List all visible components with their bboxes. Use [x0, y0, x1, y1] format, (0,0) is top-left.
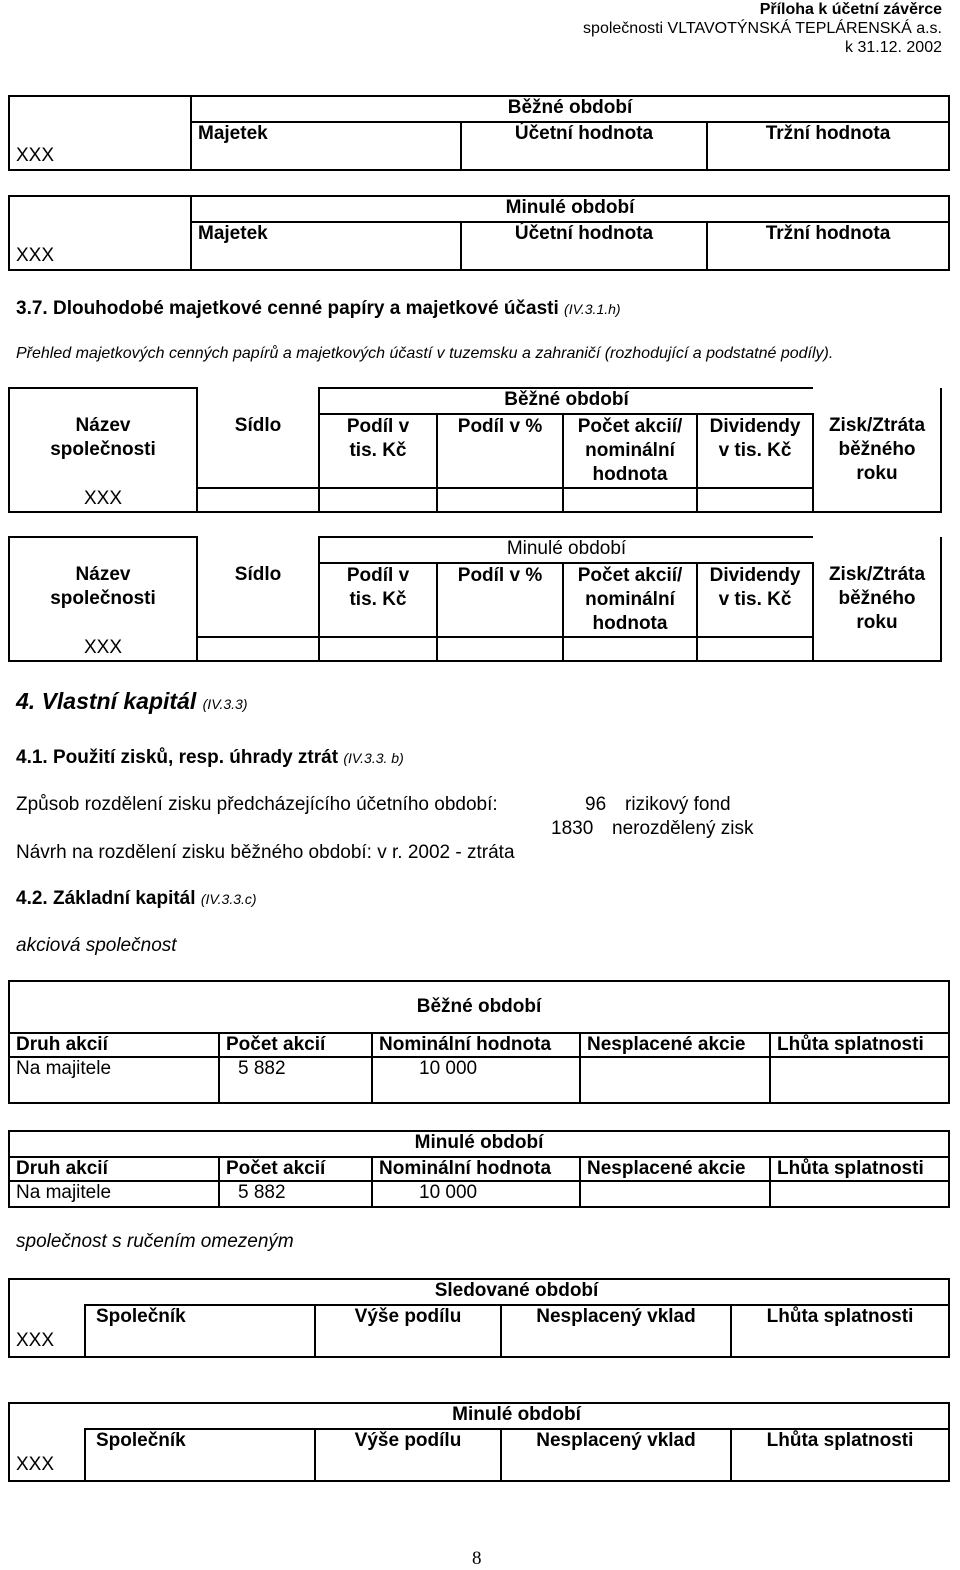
- shares-table-current: [8, 980, 950, 1104]
- table-cell: [319, 637, 437, 661]
- col-header: Lhůta splatnosti: [731, 1429, 949, 1481]
- col-header: Společník: [85, 1305, 315, 1357]
- col-header: Lhůta splatnosti: [770, 1157, 949, 1181]
- header-title: Příloha k účetní závěrce: [759, 1, 942, 18]
- table-cell: 10 000: [372, 1057, 580, 1103]
- col-header: Nesplacené akcie: [580, 1033, 770, 1057]
- table-cell: [697, 488, 813, 512]
- col-header: Nominální hodnota: [372, 1157, 580, 1181]
- col-header: Lhůta splatnosti: [770, 1033, 949, 1057]
- section-heading: 4.2. Základní kapitál (IV.3.3.c): [16, 888, 257, 909]
- col-header: Podíl v %: [437, 563, 563, 637]
- profit-line-item: nerozdělený zisk: [612, 818, 754, 839]
- period-title: Běžné období: [191, 96, 949, 122]
- table-cell: [813, 637, 941, 661]
- assets-table-previous: [8, 195, 950, 271]
- col-header: Lhůta splatnosti: [731, 1305, 949, 1357]
- table-cell: [580, 1057, 770, 1103]
- table-cell: [813, 488, 941, 512]
- col-header: Počet akcií/ nominální hodnota: [563, 563, 697, 637]
- table-cell: [197, 537, 319, 563]
- table-cell: 10 000: [372, 1181, 580, 1207]
- col-header: Sídlo: [197, 414, 319, 488]
- partners-table-previous: [8, 1402, 950, 1482]
- col-header: Účetní hodnota: [461, 122, 707, 170]
- assets-table-current: [8, 95, 950, 171]
- table-cell: XXX: [9, 637, 197, 661]
- section-heading: 4. Vlastní kapitál (IV.3.3): [16, 688, 248, 714]
- period-title: Běžné období: [9, 981, 949, 1033]
- table-cell: [197, 637, 319, 661]
- table-cell: [319, 488, 437, 512]
- col-header: Nominální hodnota: [372, 1033, 580, 1057]
- profit-line-label: Způsob rozdělení zisku předcházejícího účetního období:: [16, 794, 498, 815]
- col-header: Tržní hodnota: [707, 122, 949, 170]
- period-title: Minulé období: [85, 1403, 949, 1429]
- col-header: Název společnosti: [9, 563, 197, 637]
- subsection-title: společnost s ručením omezeným: [16, 1231, 294, 1252]
- table-cell: [770, 1057, 949, 1103]
- table-cell: [813, 388, 941, 414]
- col-header: Zisk/Ztráta běžného roku: [813, 563, 941, 637]
- page-number: 8: [472, 1548, 482, 1569]
- col-header: Výše podílu: [315, 1305, 501, 1357]
- period-title: Minulé období: [319, 537, 813, 563]
- shares-table-previous: [8, 1130, 950, 1208]
- col-header: Podíl v tis. Kč: [319, 414, 437, 488]
- col-header: Společník: [85, 1429, 315, 1481]
- period-title: Sledované období: [85, 1279, 949, 1305]
- holdings-table-previous: [8, 536, 942, 662]
- header-date: k 31.12. 2002: [845, 39, 942, 56]
- table-cell: [697, 637, 813, 661]
- col-header: Počet akcií: [219, 1033, 372, 1057]
- col-header: Tržní hodnota: [707, 222, 949, 270]
- col-header: Nesplacené akcie: [580, 1157, 770, 1181]
- table-cell: [770, 1181, 949, 1207]
- table-cell: [813, 537, 941, 563]
- table-cell: [197, 388, 319, 414]
- col-header: Název společnosti: [9, 414, 197, 488]
- table-cell: Na majitele: [9, 1181, 219, 1207]
- col-header: Výše podílu: [315, 1429, 501, 1481]
- table-cell: [9, 388, 197, 414]
- col-header: Nesplacený vklad: [501, 1305, 731, 1357]
- table-cell: [437, 488, 563, 512]
- table-cell: [197, 488, 319, 512]
- holdings-table-current: [8, 387, 942, 513]
- col-header: Podíl v %: [437, 414, 563, 488]
- section-description: Přehled majetkových cenných papírů a majetkových účastí v tuzemsku a zahraničí (rozhodující a podstatné podíly).: [16, 345, 834, 362]
- table-cell: [563, 488, 697, 512]
- col-header: Druh akcií: [9, 1033, 219, 1057]
- subsection-title: akciová společnost: [16, 935, 177, 956]
- profit-proposal: Návrh na rozdělení zisku běžného období: v r. 2002 - ztráta: [16, 842, 515, 863]
- table-cell: 5 882: [219, 1181, 372, 1207]
- col-header: Majetek: [191, 122, 461, 170]
- table-cell: XXX: [9, 1279, 85, 1357]
- period-title: Minulé období: [9, 1131, 949, 1157]
- table-cell: XXX: [9, 488, 197, 512]
- page-header: [583, 0, 942, 57]
- header-company: společnosti VLTAVOTÝNSKÁ TEPLÁRENSKÁ a.s.: [583, 20, 942, 37]
- table-cell: XXX: [9, 196, 191, 270]
- section-heading: 3.7. Dlouhodobé majetkové cenné papíry a majetkové účasti (IV.3.1.h): [16, 298, 621, 319]
- section-heading: 4.1. Použití zisků, resp. úhrady ztrát (IV.3.3. b): [16, 747, 404, 768]
- table-cell: XXX: [9, 96, 191, 170]
- col-header: Druh akcií: [9, 1157, 219, 1181]
- col-header: Nesplacený vklad: [501, 1429, 731, 1481]
- period-title: Minulé období: [191, 196, 949, 222]
- col-header: Sídlo: [197, 563, 319, 637]
- profit-line-value: 1830: [551, 818, 594, 839]
- partners-table-current: [8, 1278, 950, 1358]
- profit-line-item: rizikový fond: [625, 794, 731, 815]
- col-header: Dividendy v tis. Kč: [697, 414, 813, 488]
- col-header: Podíl v tis. Kč: [319, 563, 437, 637]
- col-header: Dividendy v tis. Kč: [697, 563, 813, 637]
- table-cell: [437, 637, 563, 661]
- col-header: Počet akcií/ nominální hodnota: [563, 414, 697, 488]
- col-header: Majetek: [191, 222, 461, 270]
- table-cell: 5 882: [219, 1057, 372, 1103]
- col-header: Účetní hodnota: [461, 222, 707, 270]
- col-header: Počet akcií: [219, 1157, 372, 1181]
- table-cell: [580, 1181, 770, 1207]
- profit-line-value: 96: [585, 794, 607, 815]
- table-cell: [9, 537, 197, 563]
- period-title: Běžné období: [319, 388, 813, 414]
- table-cell: XXX: [9, 1403, 85, 1481]
- table-cell: [563, 637, 697, 661]
- col-header: Zisk/Ztráta běžného roku: [813, 414, 941, 488]
- table-cell: Na majitele: [9, 1057, 219, 1103]
